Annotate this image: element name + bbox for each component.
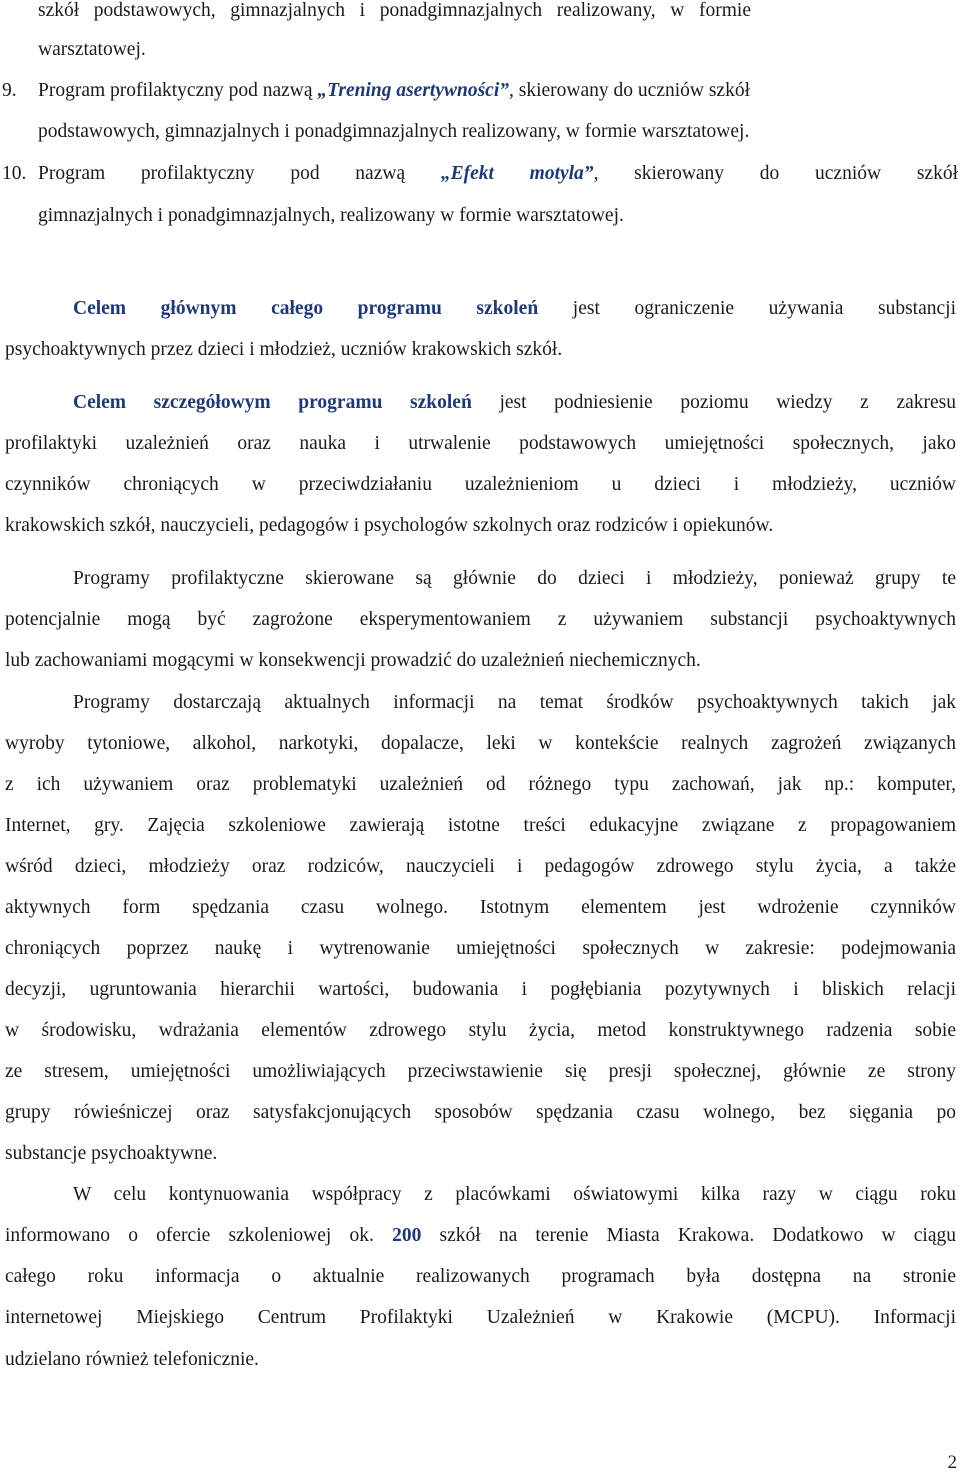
cooperation-text-pre: informowano o ofercie szkoleniowej ok. bbox=[5, 1225, 393, 1246]
list-item-9-text: Program profilaktyczny pod nazwą bbox=[38, 80, 318, 101]
schools-count: 200 bbox=[392, 1225, 422, 1246]
cooperation-text-post: szkół na terenie Miasta Krakowa. Dodatkowo w ciągu bbox=[421, 1225, 956, 1246]
programs-content-line7: chroniących poprzez naukę i wytrenowanie umiejętności społecznych w zakresie: podejmowania bbox=[5, 938, 956, 959]
list-item-8-continuation bbox=[38, 0, 956, 22]
detail-goal-line1 bbox=[73, 392, 956, 414]
programs-content-line2: wyroby tytoniowe, alkohol, narkotyki, dopalacze, leki w kontekście realnych zagrożeń związanych bbox=[5, 733, 956, 754]
list-item-9-text-rest: , skierowany do uczniów szkół bbox=[509, 80, 751, 101]
list-item-10-line2 bbox=[38, 205, 624, 227]
main-goal-lead: Celem głównym całego programu szkoleń bbox=[73, 298, 539, 319]
list-item-10-text: Program profilaktyczny pod nazwą bbox=[38, 163, 441, 184]
programs-content-line11: grupy rówieśniczej oraz satysfakcjonujących sposobów spędzania czasu wolnego, bez sięgania po bbox=[5, 1102, 956, 1123]
detail-goal-text: jest podniesienie poziomu wiedzy z zakresu bbox=[471, 392, 956, 413]
detail-goal-line3: czynników chroniących w przeciwdziałaniu uzależnieniom u dzieci i młodzieży, uczniów bbox=[5, 474, 956, 495]
program-title-efekt-motyla: „Efekt motyla” bbox=[440, 163, 594, 184]
list-item-10 bbox=[2, 163, 958, 185]
list-item-8-text-end: warsztatowej. bbox=[38, 39, 146, 60]
program-title-trening-asertywnosci: „Trening asertywności” bbox=[317, 80, 510, 101]
cooperation-line5: udzielano również telefonicznie. bbox=[5, 1349, 259, 1370]
programs-content-line12: substancje psychoaktywne. bbox=[5, 1143, 218, 1164]
list-item-9 bbox=[2, 80, 750, 102]
programs-content-line8: decyzji, ugruntowania hierarchii wartości, budowania i pogłębiania pozytywnych i bliskich relacji bbox=[5, 979, 956, 1000]
main-goal-line2: psychoaktywnych przez dzieci i młodzież, uczniów krakowskich szkół. bbox=[5, 339, 563, 360]
programs-content-line5: wśród dzieci, młodzieży oraz rodziców, nauczycieli i pedagogów zdrowego stylu życia, a także bbox=[5, 856, 956, 877]
list-item-10-text-rest: , skierowany do uczniów szkół bbox=[593, 163, 958, 184]
programs-content-line10: ze stresem, umiejętności umożliwiających przeciwstawienie się presji społecznej, głównie ze strony bbox=[5, 1061, 956, 1082]
main-goal-text: jest ograniczenie używania substancji bbox=[538, 298, 956, 319]
page-number: 2 bbox=[947, 1452, 957, 1473]
list-item-8-continuation-end bbox=[38, 39, 146, 61]
programs-target-line2: potencjalnie mogą być zagrożone eksperymentowaniem z używaniem substancji psychoaktywnych bbox=[5, 609, 956, 630]
list-item-9-line2 bbox=[38, 121, 749, 143]
list-item-10-text-line2: gimnazjalnych i ponadgimnazjalnych, realizowany w formie warsztatowej. bbox=[38, 205, 624, 226]
list-number-9: 9. bbox=[2, 80, 17, 101]
detail-goal-line4: krakowskich szkół, nauczycieli, pedagogów i psychologów szkolnych oraz rodziców i opiekunów. bbox=[5, 515, 774, 536]
list-item-9-text-line2: podstawowych, gimnazjalnych i ponadgimnazjalnych realizowany, w formie warsztatowej. bbox=[38, 121, 750, 142]
programs-content-line3: z ich używaniem oraz problematyki uzależnień od różnego typu zachowań, jak np.: komputer, bbox=[5, 774, 956, 795]
programs-target-line3: lub zachowaniami mogącymi w konsekwencji prowadzić do uzależnień niechemicznych. bbox=[5, 650, 701, 671]
list-item-8-text: szkół podstawowych, gimnazjalnych i ponadgimnazjalnych realizowany, w formie bbox=[38, 0, 751, 21]
programs-content-line1: Programy dostarczają aktualnych informacji na temat środków psychoaktywnych takich jak bbox=[73, 692, 956, 713]
cooperation-line1: W celu kontynuowania współpracy z placówkami oświatowymi kilka razy w ciągu roku bbox=[73, 1184, 956, 1205]
programs-content-line4: Internet, gry. Zajęcia szkoleniowe zawierają istotne treści edukacyjne związane z propagowaniem bbox=[5, 815, 956, 836]
cooperation-line4: internetowej Miejskiego Centrum Profilaktyki Uzależnień w Krakowie (MCPU). Informacji bbox=[5, 1307, 956, 1328]
main-goal-line1 bbox=[73, 298, 956, 320]
programs-content-line6: aktywnych form spędzania czasu wolnego. Istotnym elementem jest wdrożenie czynników bbox=[5, 897, 956, 918]
detail-goal-lead: Celem szczegółowym programu szkoleń bbox=[73, 392, 472, 413]
detail-goal-line2: profilaktyki uzależnień oraz nauka i utrwalenie podstawowych umiejętności społecznych, jako bbox=[5, 433, 956, 454]
cooperation-line2 bbox=[5, 1225, 956, 1247]
cooperation-line3: całego roku informacja o aktualnie realizowanych programach była dostępna na stronie bbox=[5, 1266, 956, 1287]
programs-target-line1: Programy profilaktyczne skierowane są głównie do dzieci i młodzieży, ponieważ grupy te bbox=[73, 568, 956, 589]
programs-content-line9: w środowisku, wdrażania elementów zdrowego stylu życia, metod konstruktywnego radzenia sobie bbox=[5, 1020, 956, 1041]
list-number-10: 10. bbox=[2, 163, 27, 184]
